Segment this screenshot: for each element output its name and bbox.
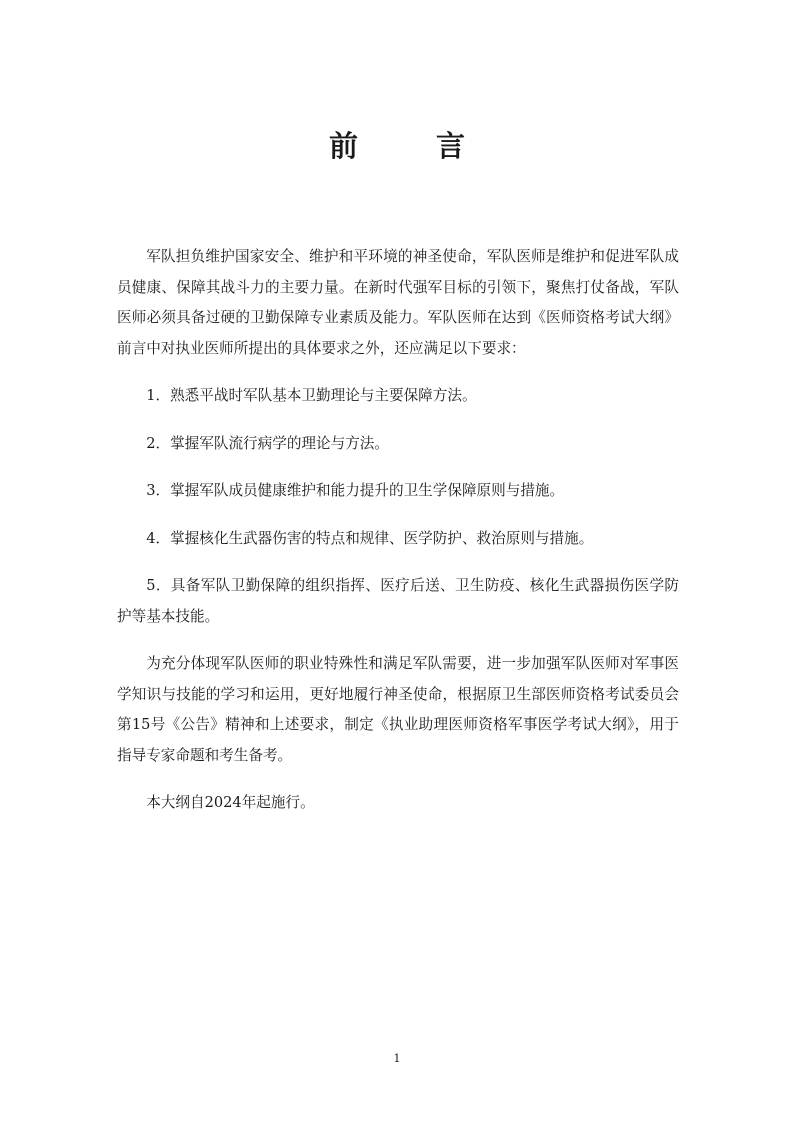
page-title: 前 言 — [328, 129, 500, 163]
requirement-item-3: 3．掌握军队成员健康维护和能力提升的卫生学保障原则与措施。 — [146, 482, 565, 499]
intro-paragraph: 军队担负维护国家安全、维护和平环境的神圣使命，军队医师是维护和促进军队成员健康、保障其战斗力的主要力量。在新时代强军目标的引领下，聚焦打仗备战，军队医师必须具备过硬的卫勤保障专业素质及能力。军队医师在达到《医师资格考试大纲》前言中对执业医师所提出的具体要求之外，还应满足以下要求： — [117, 248, 679, 357]
requirement-item-2: 2．掌握军队流行病学的理论与方法。 — [146, 434, 389, 452]
purpose-paragraph: 为充分体现军队医师的职业特殊性和满足军队需要，进一步加强军队医师对军事医学知识与技能的学习和运用，更好地履行神圣使命，根据原卫生部医师资格考试委员会第15号《公告》精神和上述要求，制定《执业助理医师资格军事医学考试大纲》，用于指导专家命题和考生备考。 — [117, 655, 679, 764]
requirement-item-5: 5．具备军队卫勤保障的组织指挥、医疗后送、卫生防疫、核化生武器损伤医学防护等基本技能。 — [117, 577, 679, 625]
effective-date-paragraph: 本大纲自2024年起施行。 — [146, 794, 315, 811]
page-number: 1 — [393, 1052, 401, 1065]
requirement-item-1: 1．熟悉平战时军队基本卫勤理论与主要保障方法。 — [146, 387, 477, 404]
requirement-item-4: 4．掌握核化生武器伤害的特点和规律、医学防护、救治原则与措施。 — [146, 529, 594, 547]
document-body — [117, 242, 679, 819]
